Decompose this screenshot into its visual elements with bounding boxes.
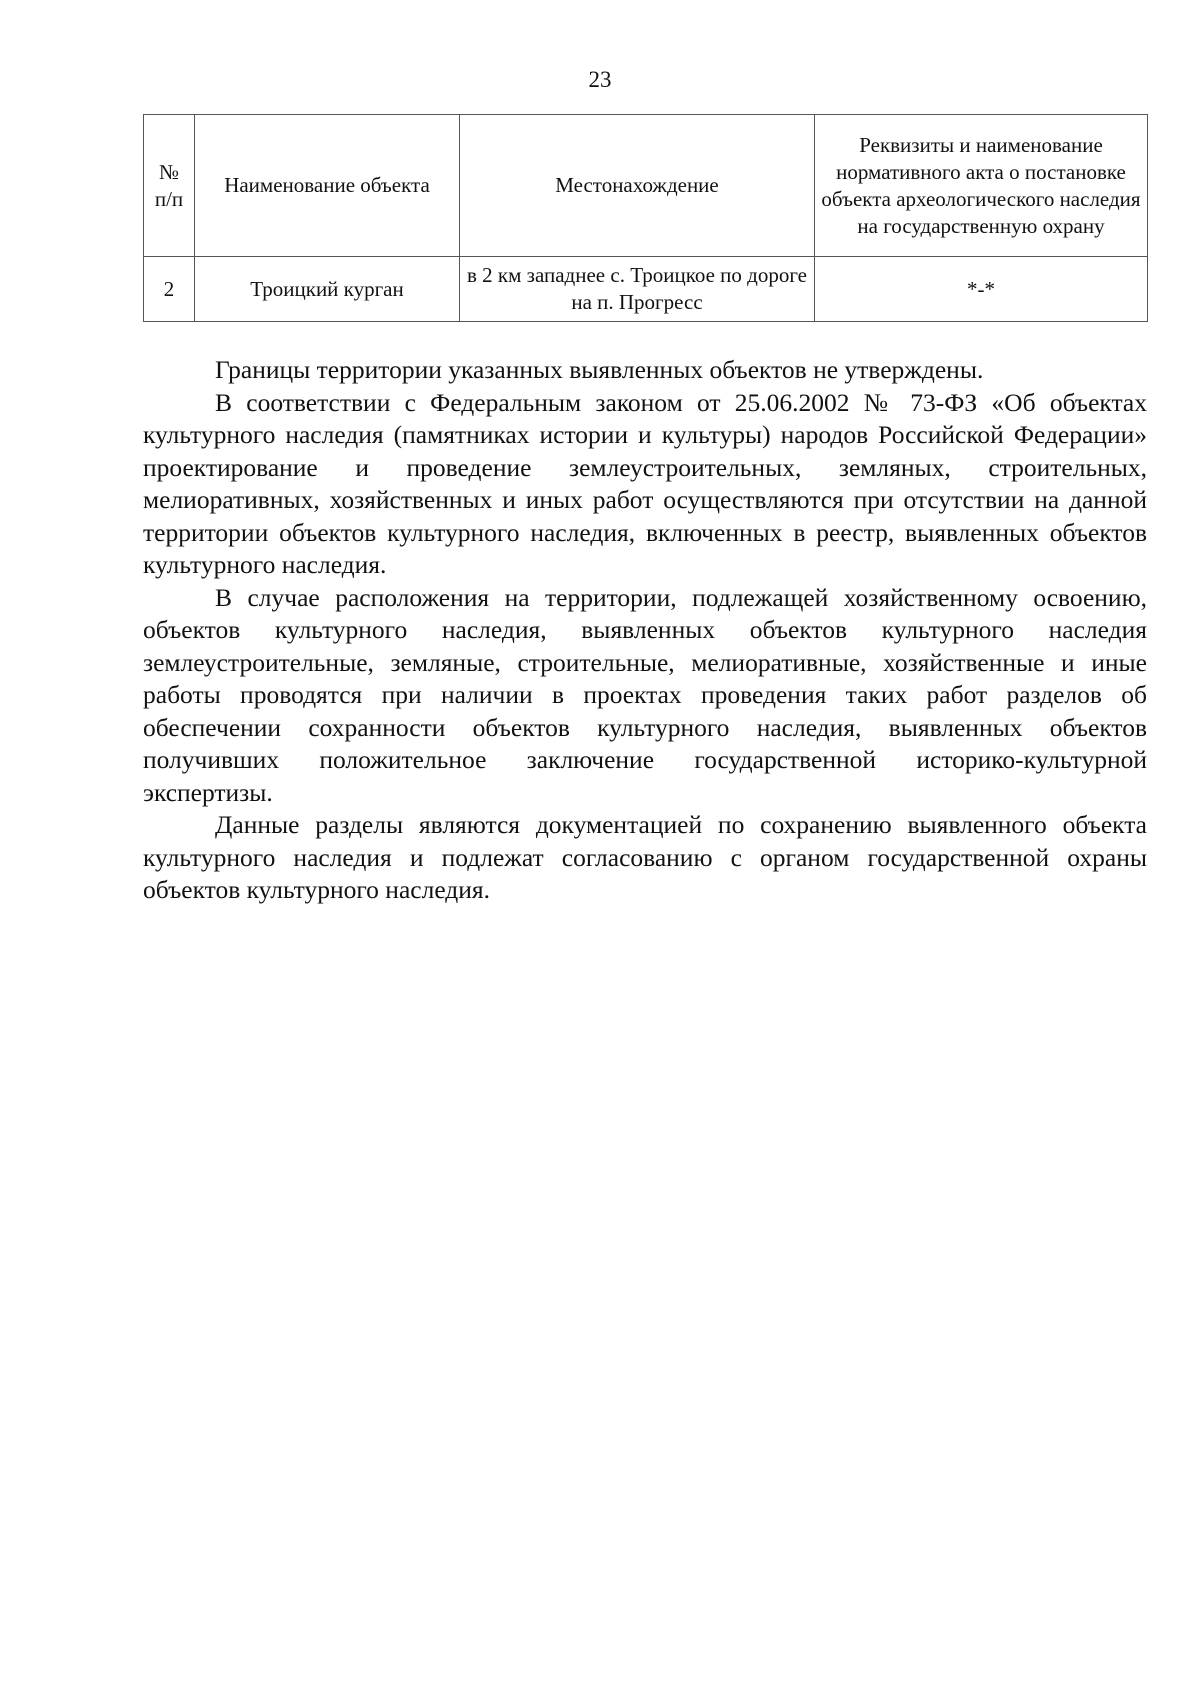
paragraph-documentation: Данные разделы являются документацией по сохранению выявленного объекта культурного наследия и подлежат согласованию с органом государственной охраны объектов культурного наследия. [143, 810, 1147, 904]
header-requisites: Реквизиты и наименование нормативного акта о постановке объекта археологического наследия на государственную охрану [815, 115, 1148, 257]
body-text [143, 354, 1147, 907]
page-number: 23 [588, 67, 612, 92]
table-row [144, 257, 1148, 322]
header-num: № п/п [144, 115, 195, 257]
table-header-row [144, 115, 1148, 257]
header-location: Местонахождение [460, 115, 815, 257]
cell-requisites: *-* [815, 257, 1148, 322]
paragraph-boundaries: Границы территории указанных выявленных объектов не утверждены. [215, 355, 984, 384]
cell-name: Троицкий курган [195, 257, 460, 322]
cell-location: в 2 км западнее с. Троицкое по дороге на п. Прогресс [460, 257, 815, 322]
heritage-objects-table [143, 114, 1148, 322]
paragraph-federal-law: В соответствии с Федеральным законом от 25.06.2002 № 73-ФЗ «Об объектах культурного наследия (памятниках истории и культуры) народов Российской Федерации» проектирование и проведение землеустроительных, земляных, строительных, мелиоративных, хозяйственных и иных работ осуществляются при отсутствии на данной территории объектов культурного наследия, включенных в реестр, выявленных объектов культурного наследия. [143, 387, 1147, 579]
cell-num: 2 [144, 257, 195, 322]
paragraph-works-conditions: В случае расположения на территории, подлежащей хозяйственному освоению, объектов культурного наследия, выявленных объектов культурного наследия землеустроительные, земляные, строительные, мелиоративные, хозяйственные и иные работы проводятся при наличии в проектах проведения таких работ разделов об обеспечении сохранности объектов культурного наследия, выявленных объектов получивших положительное заключение государственной историко-культурной экспертизы. [143, 582, 1147, 807]
header-name: Наименование объекта [195, 115, 460, 257]
